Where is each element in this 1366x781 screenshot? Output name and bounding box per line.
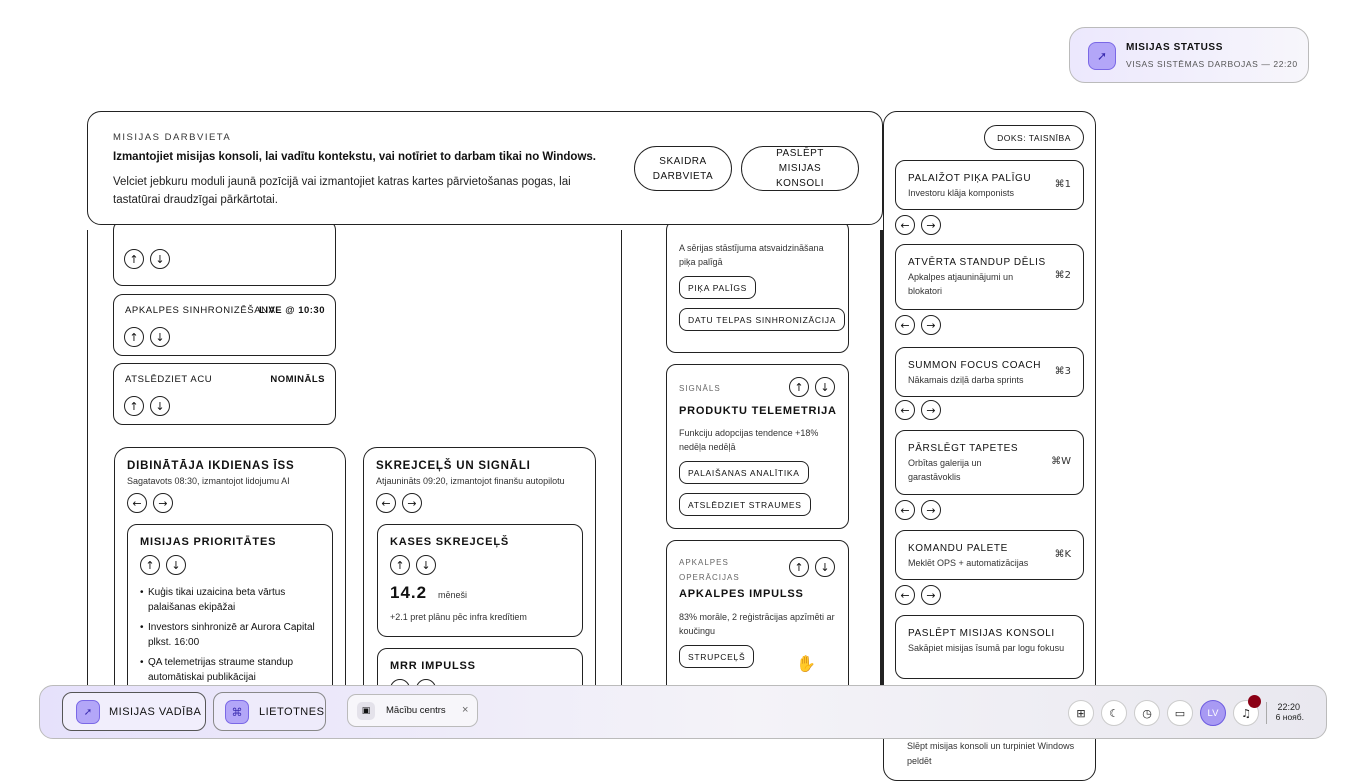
language-button[interactable]: LV <box>1200 700 1226 726</box>
move-down-button[interactable]: ↓ <box>150 396 170 416</box>
crew-text: 83% morāle, 2 reģistrācijas apzīmēti ar koučingu <box>679 612 835 636</box>
taskbar-divider <box>1266 702 1267 724</box>
item-title: PALAIŽOT PIĶA PALĪGU <box>908 173 1032 184</box>
item-subtitle: Meklēt OPS + automatizācijas <box>908 558 1029 568</box>
mrr-title: MRR IMPULSS <box>390 660 476 672</box>
shortcut-key: ⌘1 <box>1054 179 1071 190</box>
media-icon[interactable]: ▭ <box>1167 700 1193 726</box>
console-footer-text: Slēpt misijas konsoli un turpiniet Windows peldēt <box>907 741 1075 766</box>
mission-console <box>883 111 1096 781</box>
cash-runway-card[interactable] <box>377 524 583 637</box>
launch-analytics-tag[interactable]: PALAIŠANAS ANALĪTIKA <box>679 461 809 484</box>
runway-subtitle: Atjaunināts 09:20, izmantojot finanšu autopilotu <box>376 476 565 486</box>
console-item-palette[interactable] <box>895 530 1084 580</box>
move-left-button[interactable]: ← <box>895 215 915 235</box>
move-right-button[interactable]: → <box>921 400 941 420</box>
item-subtitle: Sakāpiet misijas īsumā par logu fokusu <box>908 643 1065 653</box>
cash-value: 14.2 <box>390 583 428 602</box>
status-label: ATSLĒDZIET ACU <box>125 374 213 385</box>
tab-close-icon[interactable]: × <box>462 704 469 716</box>
item-title: PĀRSLĒGT TAPETES <box>908 443 1019 454</box>
header-label: MISIJAS DARBVIETA <box>113 132 232 143</box>
rocket-icon: ➚ <box>76 700 100 724</box>
mission-status-toast[interactable] <box>1069 27 1309 83</box>
dataroom-sync-tag[interactable]: DATU TELPAS SINHRONIZĀCIJA <box>679 308 845 331</box>
runway-card[interactable] <box>363 447 596 707</box>
apps-grid-icon: ⌘ <box>225 700 249 724</box>
learning-center-tab[interactable] <box>347 694 478 727</box>
header-description: Velciet jebkuru moduli jaunā pozīcijā vai izmantojiet katras kartes pārvietošanas pogas, lai tastatūrai draudzīgai pārkārtotai. <box>113 176 571 206</box>
telemetry-title: PRODUKTU TELEMETRIJA <box>679 405 837 417</box>
toast-title: MISIJAS STATUSS <box>1126 42 1223 53</box>
move-down-button[interactable]: ↓ <box>815 557 835 577</box>
hide-console-button[interactable]: PASLĒPT MISIJAS KONSOLI <box>741 146 859 191</box>
cash-note: +2.1 pret plānu pēc infra kredītiem <box>390 612 527 622</box>
mission-control-button[interactable] <box>62 692 206 731</box>
workspace-header <box>87 111 883 225</box>
telemetry-card[interactable] <box>666 364 849 529</box>
telemetry-label: SIGNĀLS <box>679 384 721 393</box>
item-subtitle: Apkalpes atjauninājumi un blokatori <box>908 272 1014 296</box>
move-right-button[interactable]: → <box>921 315 941 335</box>
timer-icon[interactable]: ◷ <box>1134 700 1160 726</box>
move-right-button[interactable]: → <box>921 215 941 235</box>
item-title: SUMMON FOCUS COACH <box>908 360 1042 371</box>
item-subtitle: Investoru klāja komponists <box>908 188 1015 198</box>
move-left-button[interactable]: ← <box>895 585 915 605</box>
status-card-eye[interactable] <box>113 363 336 425</box>
move-up-button[interactable]: ↑ <box>390 555 410 575</box>
apps-button[interactable] <box>213 692 326 731</box>
clear-workspace-button[interactable]: SKAIDRA DARBVIETA <box>634 146 732 191</box>
status-value: LIVE @ 10:30 <box>259 305 325 316</box>
pitch-text: A sērijas stāstījuma atsvaidzināšana piķa palīgā <box>679 243 824 267</box>
toast-subtitle: VISAS SISTĒMAS DARBOJAS — 22:20 <box>1126 59 1298 69</box>
shortcut-key: ⌘K <box>1054 549 1071 560</box>
item-title: PASLĒPT MISIJAS KONSOLI <box>908 628 1055 639</box>
move-up-button[interactable]: ↑ <box>789 557 809 577</box>
priorities-title: MISIJAS PRIORITĀTES <box>140 536 277 548</box>
priority-item: • QA telemetrijas straume standup automātiskai publikācijai <box>140 655 322 685</box>
shortcut-key: ⌘2 <box>1054 270 1071 281</box>
hand-cursor-icon: ✋ <box>796 654 816 673</box>
move-up-button[interactable]: ↑ <box>124 327 144 347</box>
moon-icon[interactable]: ☾ <box>1101 700 1127 726</box>
move-up-button[interactable]: ↑ <box>140 555 160 575</box>
console-item-wallpaper[interactable] <box>895 430 1084 495</box>
crew-title: APKALPES IMPULSS <box>679 588 804 600</box>
status-card-crew-sync[interactable] <box>113 294 336 356</box>
brief-subtitle: Sagatavots 08:30, izmantojot lidojumu AI <box>127 476 290 486</box>
move-down-button[interactable]: ↓ <box>815 377 835 397</box>
item-title: KOMANDU PALETE <box>908 543 1008 554</box>
dead-end-tag[interactable]: STRUPCEĻŠ <box>679 645 754 668</box>
item-subtitle: Nākamais dziļā darba sprints <box>908 375 1024 385</box>
move-left-button[interactable]: ← <box>127 493 147 513</box>
console-item-pitch[interactable] <box>895 160 1084 210</box>
pitch-card[interactable] <box>666 220 849 353</box>
console-item-focus[interactable] <box>895 347 1084 397</box>
move-down-button[interactable]: ↓ <box>166 555 186 575</box>
item-title: ATVĒRTA STANDUP DĒLIS <box>908 257 1046 268</box>
priority-item: • Investors sinhronizē ar Aurora Capital plkst. 16:00 <box>140 620 322 650</box>
move-right-button[interactable]: → <box>153 493 173 513</box>
column-divider <box>621 230 622 685</box>
item-subtitle: Orbītas galerija un garastāvoklis <box>908 458 982 482</box>
book-icon: ▣ <box>357 702 375 720</box>
pitch-assistant-tag[interactable]: PIĶA PALĪGS <box>679 276 756 299</box>
cash-title: KASES SKREJCEĻŠ <box>390 536 509 548</box>
move-down-button[interactable]: ↓ <box>150 327 170 347</box>
crew-label: APKALPES OPERĀCIJAS <box>679 558 740 582</box>
shortcut-key: ⌘W <box>1051 456 1071 467</box>
move-right-button[interactable]: → <box>921 585 941 605</box>
taskbar <box>39 685 1327 739</box>
priority-item: • Kuģis tikai uzaicina beta vārtus palaišanas ekipāžai <box>140 585 322 615</box>
status-label: APKALPES SINHRONIZĒŠANA <box>125 305 276 316</box>
status-card[interactable] <box>113 220 336 286</box>
move-up-button[interactable]: ↑ <box>124 396 144 416</box>
workspace-window <box>87 230 883 685</box>
telemetry-text: Funkciju adopcijas tendence +18% nedēļa nedēļā <box>679 428 819 452</box>
shortcut-key: ⌘3 <box>1054 366 1071 377</box>
status-value: NOMINĀLS <box>270 374 325 385</box>
move-left-button[interactable]: ← <box>895 400 915 420</box>
console-item-standup[interactable] <box>895 244 1084 310</box>
move-left-button[interactable]: ← <box>376 493 396 513</box>
unlock-streams-tag[interactable]: ATSLĒDZIET STRAUMES <box>679 493 811 516</box>
move-left-button[interactable]: ← <box>895 315 915 335</box>
move-up-button[interactable]: ↑ <box>789 377 809 397</box>
rocket-icon: ➚ <box>1088 42 1116 70</box>
move-right-button[interactable]: → <box>402 493 422 513</box>
cash-unit: mēneši <box>438 590 468 600</box>
founder-brief-card[interactable] <box>114 447 346 707</box>
clock-time: 22:20 <box>1277 702 1300 712</box>
move-left-button[interactable]: ← <box>895 500 915 520</box>
runway-title: SKREJCEĻŠ UN SIGNĀLI <box>376 460 531 472</box>
move-right-button[interactable]: → <box>921 500 941 520</box>
console-item-hide[interactable] <box>895 615 1084 679</box>
move-up-button[interactable]: ↑ <box>124 249 144 269</box>
tab-label: Mācību centrs <box>386 705 446 716</box>
move-down-button[interactable]: ↓ <box>150 249 170 269</box>
grid-icon[interactable]: ⊞ <box>1068 700 1094 726</box>
docs-button[interactable]: DOKS: TAISNĪBA <box>984 125 1084 150</box>
header-headline: Izmantojiet misijas konsoli, lai vadītu kontekstu, vai notīriet to darbam tikai no Windows. <box>113 151 596 163</box>
notification-badge <box>1248 695 1261 708</box>
clock-date: 6 нояб. <box>1275 712 1304 722</box>
brief-title: DIBINĀTĀJA IKDIENAS ĪSS <box>127 460 295 472</box>
apps-label: LIETOTNES <box>259 706 325 718</box>
bell-icon[interactable]: ♫ <box>1233 700 1259 726</box>
move-down-button[interactable]: ↓ <box>416 555 436 575</box>
mission-control-label: MISIJAS VADĪBA <box>109 706 202 718</box>
